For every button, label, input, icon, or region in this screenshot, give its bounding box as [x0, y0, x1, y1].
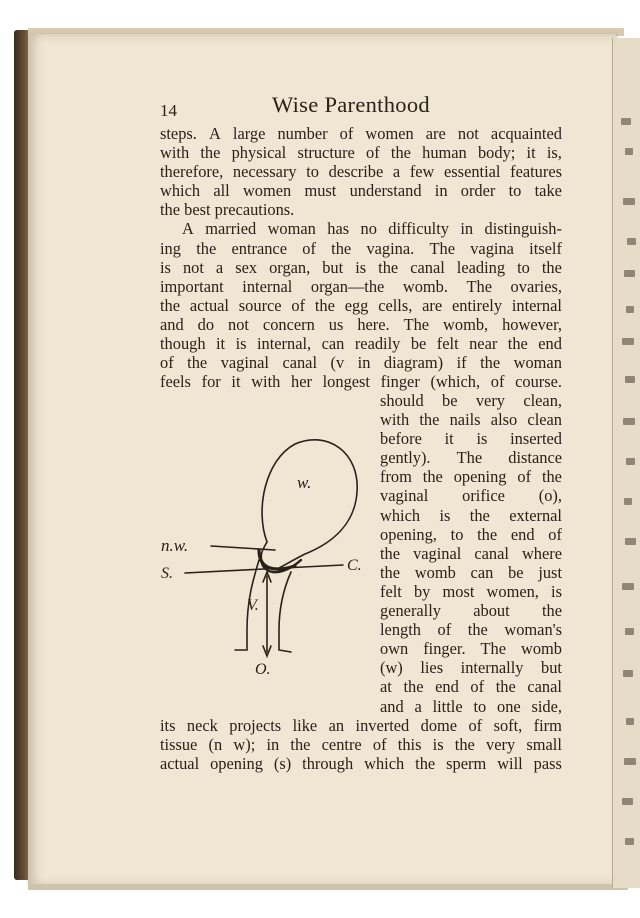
anatomical-diagram [155, 430, 380, 690]
text-line: gently). The distance [380, 448, 562, 468]
text-line: own finger. The womb [380, 639, 562, 659]
text-line: before it is inserted [380, 429, 562, 449]
text-line: (w) lies internally but [380, 658, 562, 678]
cervix-dome [259, 550, 295, 569]
text-line: vaginal orifice (o), [380, 486, 562, 506]
text-line: A married woman has no difficulty in distinguish- [182, 219, 562, 239]
text-line: which is the external [380, 505, 562, 525]
text-line: and do not concern us here. The womb, however, [160, 314, 562, 334]
body-text-full-width [160, 124, 562, 391]
text-line: should be very clean, [380, 391, 562, 410]
text-line: of the vaginal canal (v in diagram) if the woman [160, 353, 562, 373]
text-line: which all women must understand in order to take [160, 181, 562, 201]
text-line: the actual source of the egg cells, are entirely internal [160, 295, 562, 315]
text-line: tissue (n w); in the centre of this is the very small [160, 735, 562, 755]
body-text-beside-diagram [380, 391, 562, 716]
page-number: 14 [160, 101, 177, 120]
running-head: Wise Parenthood [272, 92, 430, 117]
text-line: from the opening of the [380, 467, 562, 487]
body-text-full-width-bottom [160, 716, 562, 773]
diagram-label-v: V. [247, 597, 259, 614]
text-line: length of the woman's [380, 620, 562, 640]
diagram-label-c: C. [347, 557, 362, 574]
text-line: the best precautions. [160, 200, 295, 220]
pointer-line-nw [211, 546, 275, 550]
diagram-label-nw: n.w. [161, 536, 189, 555]
text-line: its neck projects like an inverted dome of soft, firm [160, 716, 562, 735]
text-line: at the end of the canal [380, 677, 562, 697]
text-line: generally about the [380, 601, 562, 621]
womb-outline [262, 440, 357, 568]
text-line: opening, to the end of [380, 524, 562, 544]
adjacent-page-edge [612, 38, 640, 888]
text-line: with the nails also clean [380, 410, 562, 430]
text-line: with the physical structure of the human body; it is, [160, 143, 562, 163]
text-line: actual opening (s) through which the sperm will pass [160, 754, 562, 774]
text-line: the womb can be just [380, 562, 562, 582]
diagram-label-s: S. [161, 565, 173, 582]
text-line: though it is internal, can readily be felt near the end [160, 334, 562, 354]
text-line: therefore, necessary to describe a few essential features [160, 162, 562, 182]
page-bottom-edge [28, 884, 628, 890]
text-line: feels for it with her longest finger (which, of course. [160, 372, 562, 392]
text-line: the vaginal canal where [380, 543, 562, 563]
diagram-label-w: w. [297, 473, 312, 492]
text-line: important internal organ—the womb. The ovaries, [160, 276, 562, 296]
text-line: is not a sex organ, but is the canal leading to the [160, 257, 562, 277]
vaginal-canal-right-wall [279, 572, 291, 652]
text-line: steps. A large number of women are not acquainted [160, 124, 562, 143]
text-line: felt by most women, is [380, 581, 562, 601]
diagram-label-o: O. [255, 661, 271, 678]
text-line: and a little to one side, [380, 696, 562, 716]
text-line: ing the entrance of the vagina. The vagina itself [160, 238, 562, 258]
